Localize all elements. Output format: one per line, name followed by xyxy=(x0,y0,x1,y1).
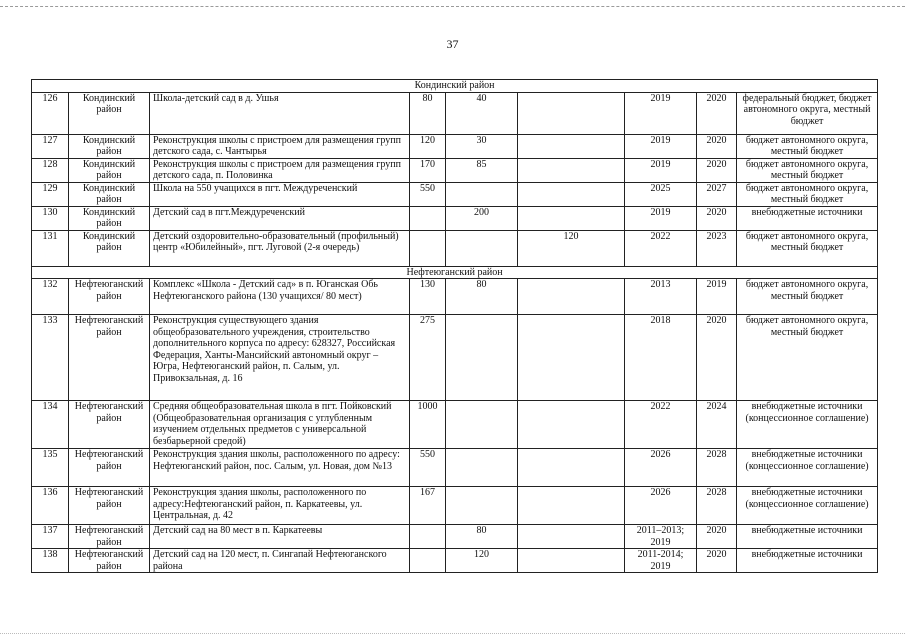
capacity-value-1 xyxy=(410,230,446,266)
start-year-cell: 2019 xyxy=(625,92,697,134)
funding-source-cell: бюджет автономного округа, местный бюджет xyxy=(737,158,878,182)
row-number: 135 xyxy=(32,449,69,487)
row-number: 131 xyxy=(32,230,69,266)
row-number: 132 xyxy=(32,279,69,315)
district-cell: Нефтеюганский район xyxy=(69,449,150,487)
funding-source-cell: бюджет автономного округа, местный бюджет xyxy=(737,279,878,315)
capacity-value-2: 120 xyxy=(446,549,518,573)
start-year-cell: 2019 xyxy=(625,158,697,182)
end-year-cell: 2028 xyxy=(697,487,737,525)
capacity-value-3 xyxy=(518,158,625,182)
capacity-value-2: 40 xyxy=(446,92,518,134)
capacity-value-1 xyxy=(410,525,446,549)
end-year-cell: 2027 xyxy=(697,182,737,206)
capacity-value-1 xyxy=(410,549,446,573)
start-year-cell: 2013 xyxy=(625,279,697,315)
funding-source-cell: бюджет автономного округа, местный бюджет xyxy=(737,315,878,401)
row-number: 127 xyxy=(32,134,69,158)
section-header-row xyxy=(32,80,878,93)
start-year-cell: 2026 xyxy=(625,487,697,525)
capacity-value-2: 85 xyxy=(446,158,518,182)
district-cell: Кондинский район xyxy=(69,134,150,158)
capacity-value-1: 550 xyxy=(410,182,446,206)
row-number: 138 xyxy=(32,549,69,573)
end-year-cell: 2020 xyxy=(697,92,737,134)
object-name-cell: Детский оздоровительно-образовательный (профильный) центр «Юбилейный», пгт. Луговой (2-я очередь) xyxy=(150,230,410,266)
end-year-cell: 2020 xyxy=(697,206,737,230)
object-name-cell: Реконструкция школы с пристроем для размещения групп детского сада, с. Чантырья xyxy=(150,134,410,158)
object-name-cell: Детский сад в пгт.Междуреченский xyxy=(150,206,410,230)
row-number: 128 xyxy=(32,158,69,182)
scan-bottom-edge xyxy=(0,633,905,634)
capacity-value-3: 120 xyxy=(518,230,625,266)
district-cell: Кондинский район xyxy=(69,230,150,266)
capacity-value-2: 80 xyxy=(446,279,518,315)
object-name-cell: Школа на 550 учащихся в пгт. Междуреченский xyxy=(150,182,410,206)
capacity-value-1: 170 xyxy=(410,158,446,182)
start-year-cell: 2022 xyxy=(625,230,697,266)
funding-source-cell: бюджет автономного округа, местный бюджет xyxy=(737,230,878,266)
capacity-value-3 xyxy=(518,134,625,158)
page-number: 37 xyxy=(446,37,459,51)
end-year-cell: 2020 xyxy=(697,549,737,573)
row-number: 126 xyxy=(32,92,69,134)
table-row xyxy=(32,92,878,134)
capacity-value-1: 120 xyxy=(410,134,446,158)
table-body xyxy=(32,80,878,573)
capacity-value-1: 80 xyxy=(410,92,446,134)
row-number: 130 xyxy=(32,206,69,230)
object-name-cell: Школа-детский сад в д. Ушья xyxy=(150,92,410,134)
end-year-cell: 2020 xyxy=(697,525,737,549)
capacity-value-3 xyxy=(518,182,625,206)
row-number: 129 xyxy=(32,182,69,206)
funding-source-cell: внебюджетные источники xyxy=(737,549,878,573)
end-year-cell: 2020 xyxy=(697,134,737,158)
district-cell: Нефтеюганский район xyxy=(69,315,150,401)
capacity-value-3 xyxy=(518,279,625,315)
capacity-value-3 xyxy=(518,549,625,573)
district-cell: Нефтеюганский район xyxy=(69,549,150,573)
scan-top-edge xyxy=(0,6,905,7)
table-row xyxy=(32,230,878,266)
table-row xyxy=(32,279,878,315)
capacity-value-1: 275 xyxy=(410,315,446,401)
capacity-value-3 xyxy=(518,487,625,525)
end-year-cell: 2028 xyxy=(697,449,737,487)
funding-source-cell: внебюджетные источники xyxy=(737,525,878,549)
funding-source-cell: внебюджетные источники xyxy=(737,206,878,230)
capacity-value-2 xyxy=(446,182,518,206)
capacity-value-2 xyxy=(446,449,518,487)
funding-source-cell: бюджет автономного округа, местный бюджет xyxy=(737,134,878,158)
end-year-cell: 2023 xyxy=(697,230,737,266)
district-cell: Нефтеюганский район xyxy=(69,525,150,549)
object-name-cell: Комплекс «Школа - Детский сад» в п. Юганская Обь Нефтеюганского района (130 учащихся/ 80 мест) xyxy=(150,279,410,315)
table-row xyxy=(32,182,878,206)
object-name-cell: Детский сад на 120 мест, п. Сингапай Нефтеюганского района xyxy=(150,549,410,573)
table-row xyxy=(32,134,878,158)
district-cell: Нефтеюганский район xyxy=(69,487,150,525)
start-year-cell: 2019 xyxy=(625,206,697,230)
funding-source-cell: внебюджетные источники (концессионное соглашение) xyxy=(737,449,878,487)
capacity-value-1: 1000 xyxy=(410,401,446,449)
district-cell: Кондинский район xyxy=(69,182,150,206)
funding-source-cell: федеральный бюджет, бюджет автономного округа, местный бюджет xyxy=(737,92,878,134)
start-year-cell: 2011-2014; 2019 xyxy=(625,549,697,573)
object-name-cell: Реконструкция существующего здания общеобразовательного учреждения, строительство дополнительного корпуса по адресу: 628327, Российская Федерация, Ханты-Мансийский автономный округ – Югра, Нефтеюганский район, п. Салым, ул. Привокзальная, д. 16 xyxy=(150,315,410,401)
construction-objects-table xyxy=(31,79,878,573)
district-cell: Кондинский район xyxy=(69,206,150,230)
object-name-cell: Средняя общеобразовательная школа в пгт. Пойковский (Общеобразовательная организация с углубленным изучением отдельных предметов с универсальной безбарьерной средой) xyxy=(150,401,410,449)
row-number: 137 xyxy=(32,525,69,549)
capacity-value-1 xyxy=(410,206,446,230)
capacity-value-3 xyxy=(518,315,625,401)
capacity-value-3 xyxy=(518,401,625,449)
capacity-value-2 xyxy=(446,401,518,449)
capacity-value-3 xyxy=(518,449,625,487)
table-row xyxy=(32,449,878,487)
table-row xyxy=(32,206,878,230)
funding-source-cell: внебюджетные источники (концессионное соглашение) xyxy=(737,487,878,525)
start-year-cell: 2019 xyxy=(625,134,697,158)
funding-source-cell: внебюджетные источники (концессионное соглашение) xyxy=(737,401,878,449)
capacity-value-3 xyxy=(518,92,625,134)
funding-source-cell: бюджет автономного округа, местный бюджет xyxy=(737,182,878,206)
object-name-cell: Реконструкция школы с пристроем для размещения групп детского сада, п. Половинка xyxy=(150,158,410,182)
start-year-cell: 2022 xyxy=(625,401,697,449)
capacity-value-3 xyxy=(518,206,625,230)
row-number: 134 xyxy=(32,401,69,449)
capacity-value-1: 550 xyxy=(410,449,446,487)
table-row xyxy=(32,549,878,573)
capacity-value-2: 80 xyxy=(446,525,518,549)
district-cell: Кондинский район xyxy=(69,92,150,134)
capacity-value-2 xyxy=(446,315,518,401)
capacity-value-1: 167 xyxy=(410,487,446,525)
table-row xyxy=(32,158,878,182)
end-year-cell: 2020 xyxy=(697,158,737,182)
start-year-cell: 2026 xyxy=(625,449,697,487)
capacity-value-2 xyxy=(446,230,518,266)
table-row xyxy=(32,487,878,525)
object-name-cell: Реконструкция здания школы, расположенного по адресу:Нефтеюганский район, п. Каркатеевы, ул. Центральная, д. 42 xyxy=(150,487,410,525)
district-cell: Нефтеюганский район xyxy=(69,279,150,315)
object-name-cell: Детский сад на 80 мест в п. Каркатеевы xyxy=(150,525,410,549)
capacity-value-1: 130 xyxy=(410,279,446,315)
start-year-cell: 2011–2013; 2019 xyxy=(625,525,697,549)
table-row xyxy=(32,525,878,549)
district-cell: Нефтеюганский район xyxy=(69,401,150,449)
capacity-value-2: 30 xyxy=(446,134,518,158)
capacity-value-3 xyxy=(518,525,625,549)
district-cell: Кондинский район xyxy=(69,158,150,182)
capacity-value-2 xyxy=(446,487,518,525)
capacity-value-2: 200 xyxy=(446,206,518,230)
start-year-cell: 2018 xyxy=(625,315,697,401)
row-number: 136 xyxy=(32,487,69,525)
end-year-cell: 2020 xyxy=(697,315,737,401)
start-year-cell: 2025 xyxy=(625,182,697,206)
table-row xyxy=(32,315,878,401)
end-year-cell: 2019 xyxy=(697,279,737,315)
section-header-row xyxy=(32,266,878,279)
section-title: Нефтеюганский район xyxy=(32,266,878,279)
end-year-cell: 2024 xyxy=(697,401,737,449)
table-row xyxy=(32,401,878,449)
row-number: 133 xyxy=(32,315,69,401)
section-title: Кондинский район xyxy=(32,80,878,93)
object-name-cell: Реконструкция здания школы, расположенного по адресу: Нефтеюганский район, пос. Салым, ул. Новая, дом №13 xyxy=(150,449,410,487)
